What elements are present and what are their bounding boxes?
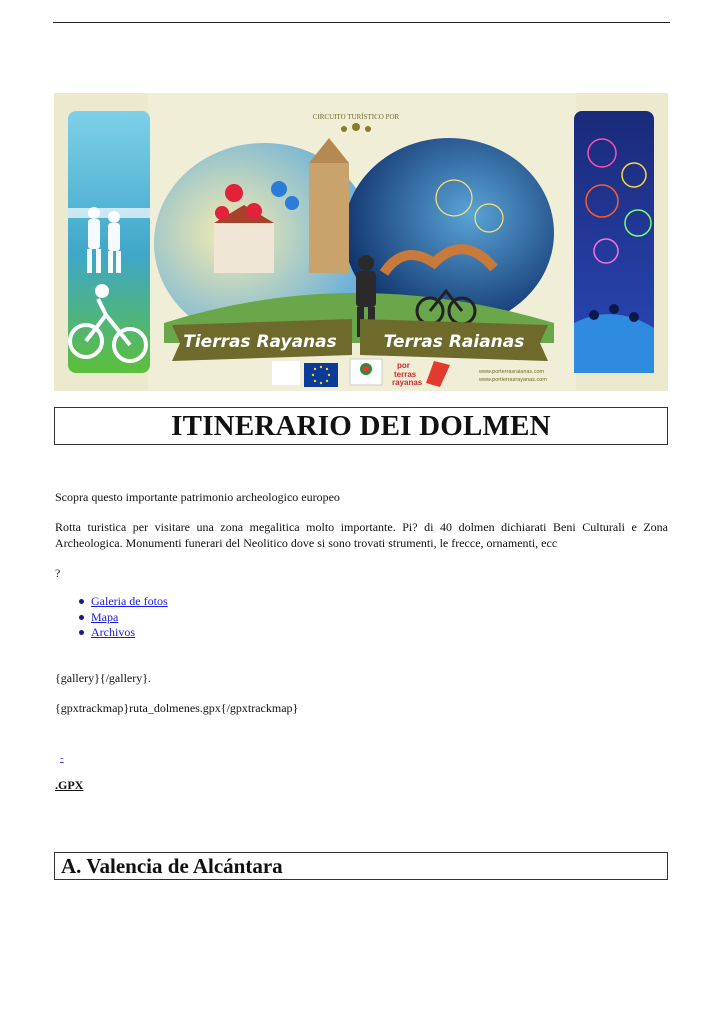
banner-title-right: Terras Raianas	[383, 332, 525, 352]
brand-por: por	[397, 361, 410, 370]
logo-block	[272, 361, 300, 385]
dash-link[interactable]: -	[60, 752, 64, 764]
page-title-box	[54, 407, 668, 445]
banner-url-2: www.portierrasrayanas.com	[479, 377, 547, 383]
banner-url-1: www.porterrasraianas.com	[479, 369, 545, 375]
page-title: ITINERARIO DEI DOLMEN	[171, 409, 551, 442]
description-text: Rotta turistica per visitare una zona megalitica molto importante. Pi? di 40 dolmen dichiarati Beni Culturali e Zona Archeologica. Monumenti funerari del Neolitico dove si sono trovati strumenti, le frecce, ornamenti, ecc	[55, 520, 668, 550]
brand-terras: terras	[394, 370, 417, 379]
question-mark: ?	[55, 566, 61, 580]
banner-title-left: Tierras Rayanas	[183, 332, 337, 352]
gallery-tag: {gallery}{/gallery}.	[55, 671, 152, 685]
section-heading-box	[54, 852, 668, 880]
gpx-trackmap-tag: {gpxtrackmap}ruta_dolmenes.gpx{/gpxtrackmap}	[55, 701, 299, 715]
banner-image	[54, 93, 668, 391]
brand-rayanas: rayanas	[392, 378, 423, 387]
section-title: A. Valencia de Alcántara	[61, 853, 283, 878]
circuit-label: CIRCUITO TURÍSTICO POR	[312, 113, 400, 121]
list-item	[78, 625, 168, 641]
banner-illustration	[54, 93, 668, 391]
link-list	[78, 594, 168, 641]
list-item	[78, 610, 168, 626]
link-photo-gallery[interactable]: Galeria de fotos	[91, 594, 168, 608]
link-files[interactable]: Archivos	[91, 625, 135, 639]
intro-text: Scopra questo importante patrimonio archeologico europeo	[55, 490, 340, 504]
link-map[interactable]: Mapa	[91, 609, 119, 624]
gpx-download-link[interactable]: .GPX	[55, 778, 84, 792]
list-item	[78, 594, 168, 610]
top-rule	[53, 22, 670, 23]
